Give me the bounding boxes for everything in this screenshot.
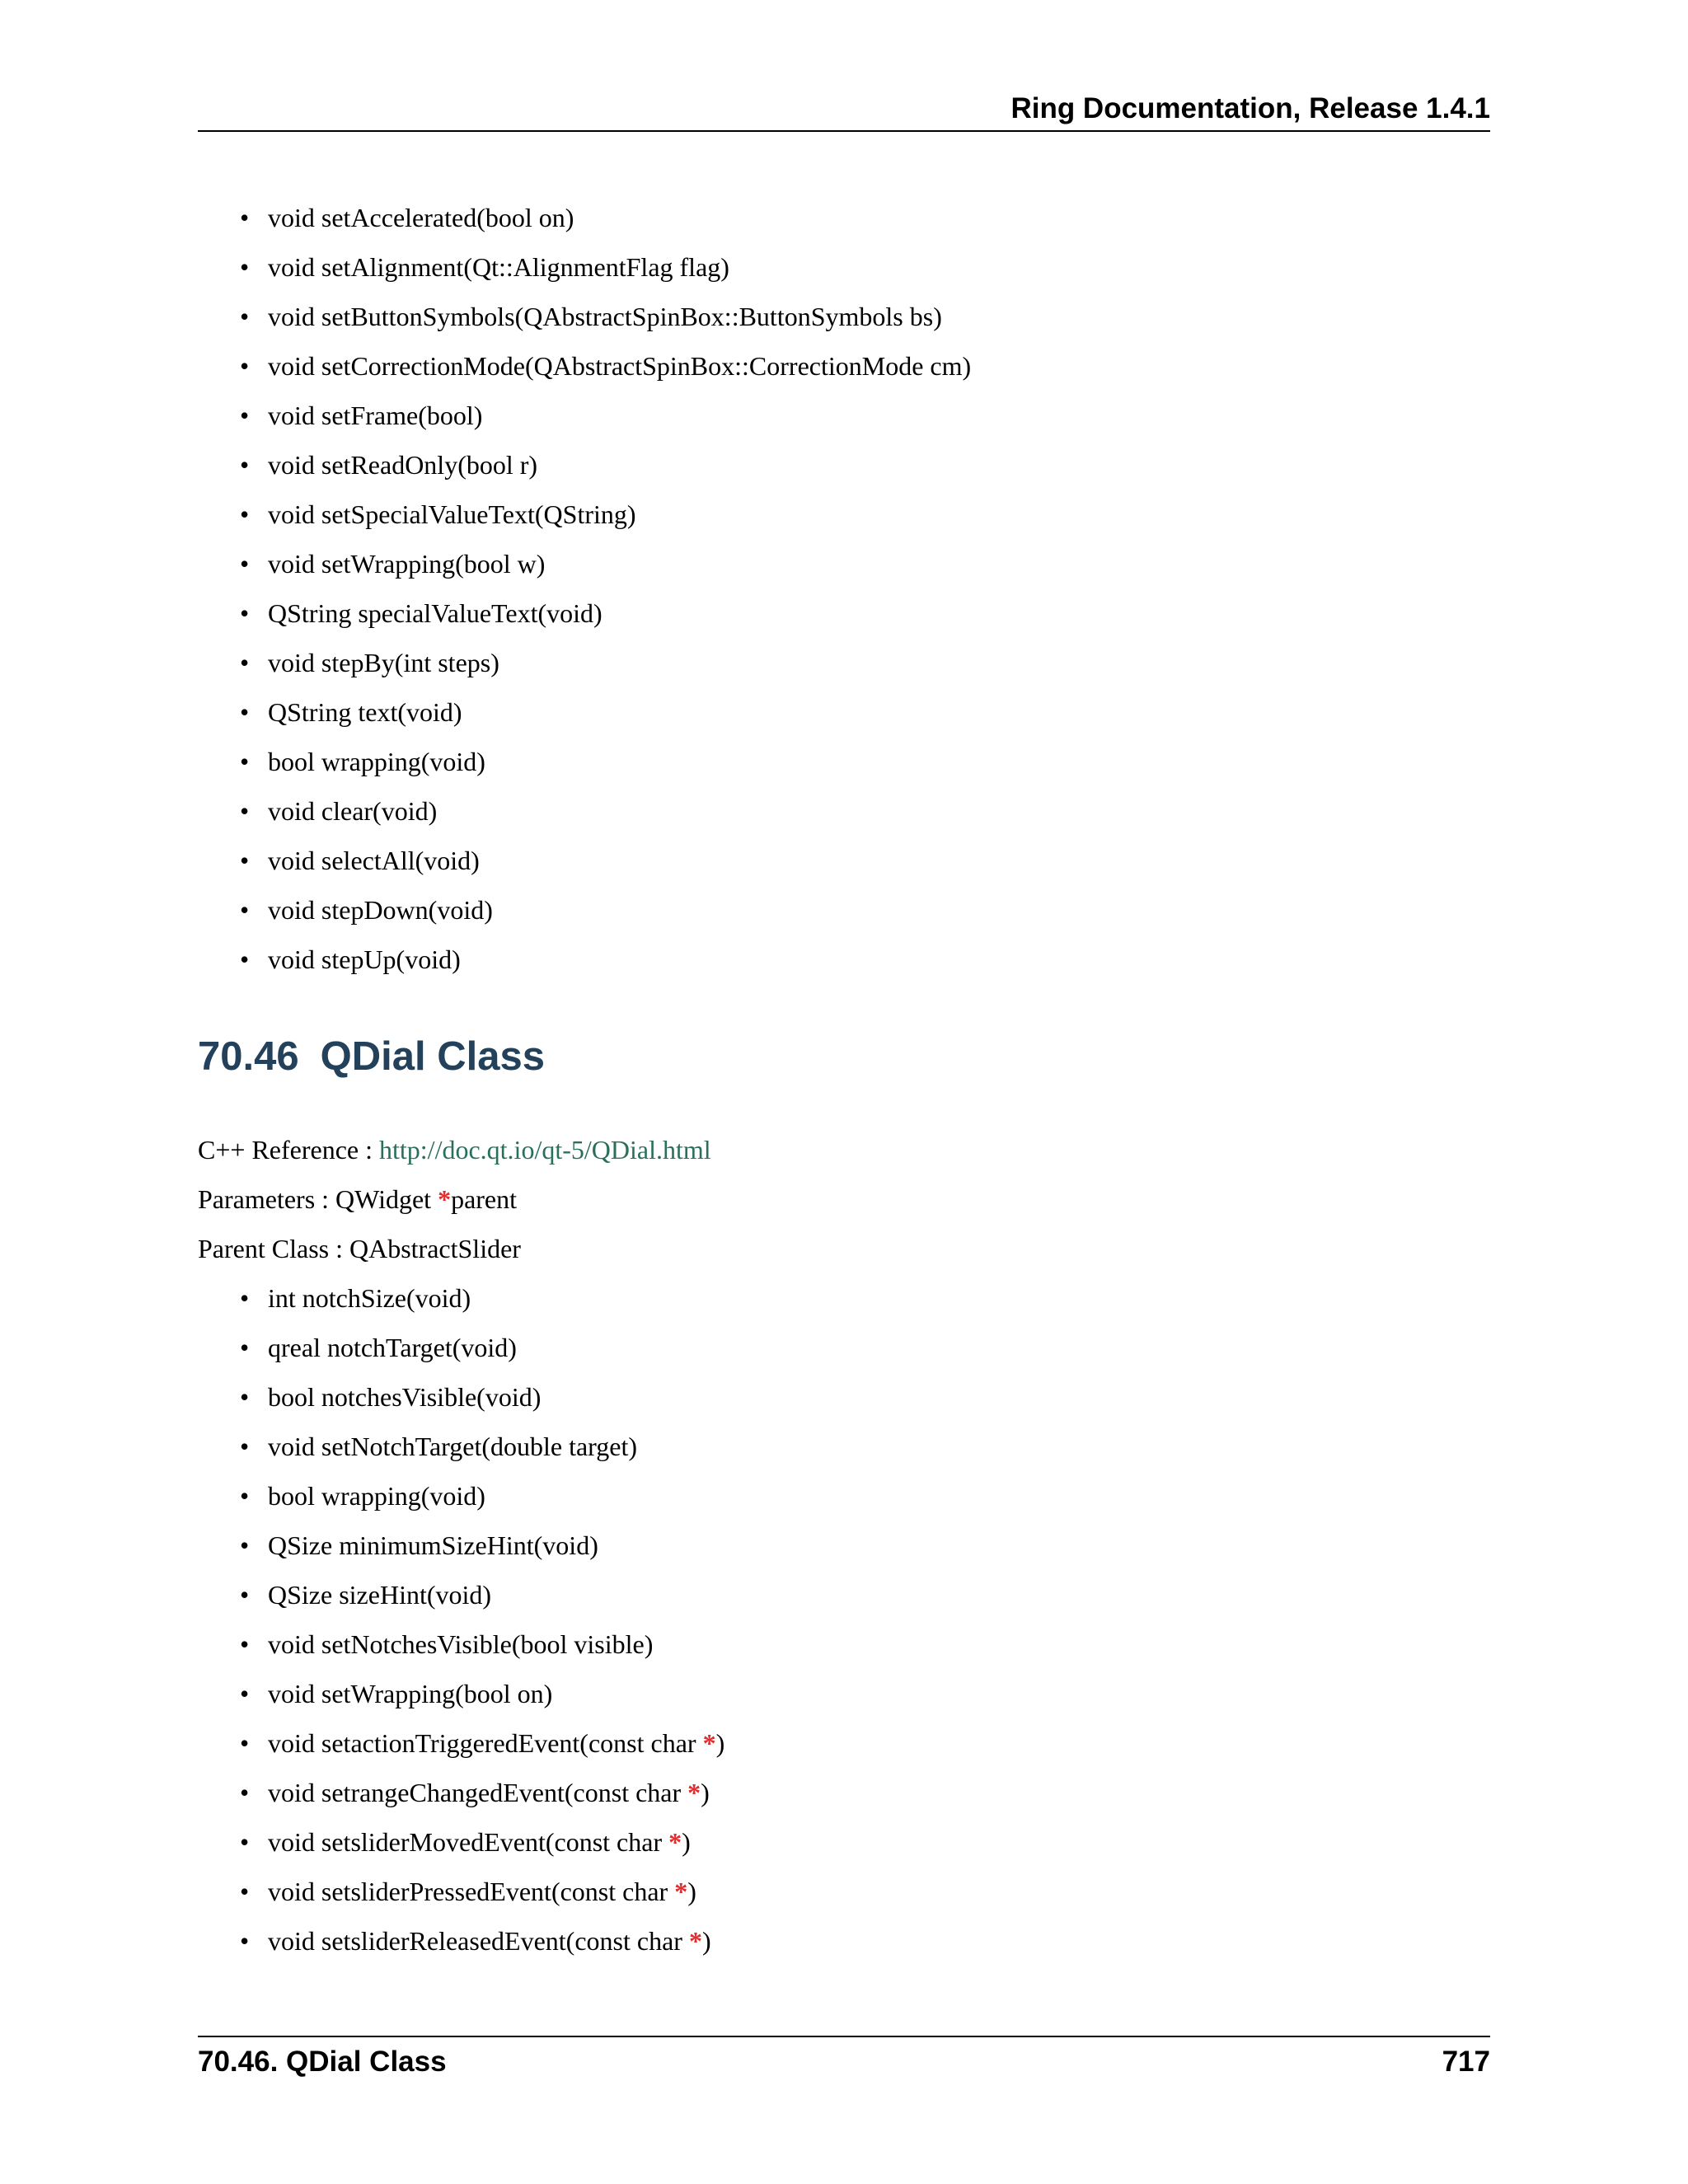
bullet: • [240, 450, 250, 480]
list-item [0, 341, 971, 391]
list-item-text: void setsliderMovedEvent(const char [268, 1827, 669, 1857]
list-item-text: void setrangeChangedEvent(const char [268, 1778, 688, 1807]
list-item-text-end: ) [687, 1877, 696, 1906]
list-item [0, 1372, 724, 1422]
list-item [0, 440, 971, 490]
list-item-text: void stepBy(int steps) [268, 648, 499, 677]
list-item [0, 1619, 724, 1669]
list-item [0, 836, 971, 885]
page-number: 717 [1442, 2046, 1490, 2078]
list-item-text-end: ) [682, 1827, 691, 1857]
bullet: • [240, 796, 250, 826]
parent-class-line [198, 1224, 521, 1273]
bullet: • [240, 648, 250, 677]
bullet: • [240, 895, 250, 925]
list-item-text: bool wrapping(void) [268, 1481, 485, 1511]
list-item [0, 1718, 724, 1768]
parameters-name: parent [451, 1184, 518, 1214]
bullet: • [240, 1877, 250, 1906]
document-title: Ring Documentation, Release 1.4.1 [1010, 92, 1490, 124]
list-item [0, 1570, 724, 1619]
method-list-qdial [0, 1273, 724, 1966]
pointer-asterisk: * [688, 1926, 702, 1956]
parameters-label: Parameters : QWidget [198, 1184, 438, 1214]
bullet: • [240, 1580, 250, 1610]
list-item-text: void setSpecialValueText(QString) [268, 499, 636, 529]
section-number: 70.46 [198, 1034, 299, 1079]
cpp-reference-label: C++ Reference : [198, 1135, 379, 1165]
list-item-text: void clear(void) [268, 796, 438, 826]
bullet: • [240, 1926, 250, 1956]
list-item-text: QString text(void) [268, 697, 462, 727]
bullet: • [240, 1778, 250, 1807]
list-item [0, 391, 971, 440]
running-footer [198, 2036, 1490, 2087]
bullet: • [240, 1432, 250, 1461]
cpp-reference-line [198, 1125, 711, 1174]
running-header [198, 89, 1490, 132]
bullet: • [240, 944, 250, 974]
pointer-asterisk: * [674, 1877, 688, 1906]
bullet: • [240, 302, 250, 331]
list-item-text: qreal notchTarget(void) [268, 1333, 517, 1362]
list-item-text: void selectAll(void) [268, 846, 480, 875]
list-item [0, 1422, 724, 1471]
list-item-text: bool wrapping(void) [268, 747, 485, 776]
method-list-previous-class [0, 193, 971, 984]
list-item-text: void setCorrectionMode(QAbstractSpinBox::CorrectionMode cm) [268, 351, 972, 381]
parameters-line [198, 1174, 517, 1224]
bullet: • [240, 252, 250, 282]
cpp-reference-link[interactable]: http://doc.qt.io/qt-5/QDial.html [379, 1135, 711, 1165]
list-item-text: void setactionTriggeredEvent(const char [268, 1728, 703, 1758]
pointer-asterisk: * [702, 1728, 716, 1758]
list-item-text-end: ) [701, 1778, 710, 1807]
list-item-text-end: ) [701, 1926, 711, 1956]
bullet: • [240, 1382, 250, 1412]
list-item [0, 539, 971, 588]
list-item [0, 935, 971, 984]
bullet: • [240, 1530, 250, 1560]
list-item [0, 242, 971, 292]
parent-class-text: Parent Class : QAbstractSlider [198, 1234, 521, 1263]
list-item-text: void setWrapping(bool w) [268, 549, 546, 579]
list-item-text: void setButtonSymbols(QAbstractSpinBox::ButtonSymbols bs) [268, 302, 942, 331]
list-item-text: void setsliderReleasedEvent(const char [268, 1926, 689, 1956]
list-item [0, 1916, 724, 1966]
list-item [0, 1273, 724, 1323]
list-item-text-end: ) [715, 1728, 725, 1758]
list-item-text: void setWrapping(bool on) [268, 1679, 553, 1708]
bullet: • [240, 499, 250, 529]
list-item-text: bool notchesVisible(void) [268, 1382, 542, 1412]
bullet: • [240, 697, 250, 727]
list-item-text: void stepDown(void) [268, 895, 493, 925]
list-item-text: int notchSize(void) [268, 1283, 471, 1313]
list-item [0, 737, 971, 786]
bullet: • [240, 1728, 250, 1758]
section-title-text: QDial Class [320, 1034, 545, 1079]
list-item-text: void stepUp(void) [268, 944, 461, 974]
bullet: • [240, 1333, 250, 1362]
list-item [0, 1471, 724, 1521]
list-item-text: void setReadOnly(bool r) [268, 450, 538, 480]
list-item [0, 1669, 724, 1718]
list-item-text: QSize sizeHint(void) [268, 1580, 492, 1610]
list-item [0, 786, 971, 836]
list-item [0, 885, 971, 935]
bullet: • [240, 598, 250, 628]
footer-section-ref: 70.46. QDial Class [198, 2046, 447, 2078]
bullet: • [240, 1481, 250, 1511]
list-item [0, 687, 971, 737]
bullet: • [240, 747, 250, 776]
list-item-text: void setNotchesVisible(bool visible) [268, 1629, 654, 1659]
list-item-text: void setAccelerated(bool on) [268, 203, 574, 232]
bullet: • [240, 1827, 250, 1857]
section-heading [198, 1032, 545, 1081]
pointer-asterisk: * [438, 1184, 452, 1214]
list-item [0, 1817, 724, 1867]
bullet: • [240, 1679, 250, 1708]
bullet: • [240, 401, 250, 430]
pointer-asterisk: * [668, 1827, 682, 1857]
list-item [0, 1521, 724, 1570]
bullet: • [240, 203, 250, 232]
list-item-text: QSize minimumSizeHint(void) [268, 1530, 598, 1560]
list-item-text: void setsliderPressedEvent(const char [268, 1877, 675, 1906]
bullet: • [240, 549, 250, 579]
list-item-text: void setNotchTarget(double target) [268, 1432, 637, 1461]
bullet: • [240, 1283, 250, 1313]
list-item [0, 588, 971, 638]
list-item [0, 193, 971, 242]
pointer-asterisk: * [687, 1778, 701, 1807]
list-item-text: QString specialValueText(void) [268, 598, 603, 628]
list-item [0, 490, 971, 539]
list-item-text: void setFrame(bool) [268, 401, 483, 430]
bullet: • [240, 351, 250, 381]
list-item-text: void setAlignment(Qt::AlignmentFlag flag) [268, 252, 729, 282]
list-item [0, 1323, 724, 1372]
bullet: • [240, 846, 250, 875]
list-item [0, 638, 971, 687]
list-item [0, 1867, 724, 1916]
list-item [0, 292, 971, 341]
list-item [0, 1768, 724, 1817]
bullet: • [240, 1629, 250, 1659]
